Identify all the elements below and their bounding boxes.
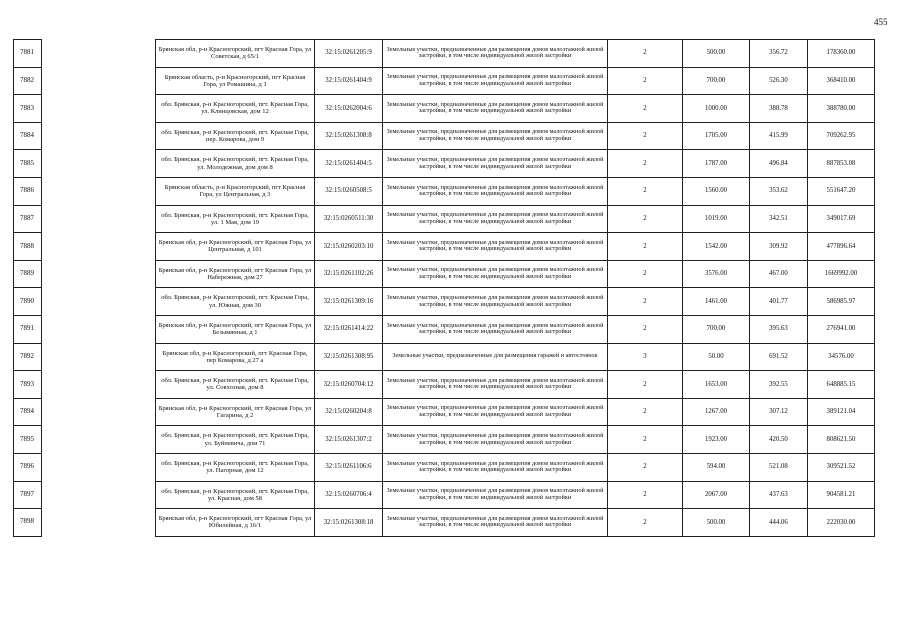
table-row: [14, 398, 875, 426]
cadastral-number-cell: 32:15:0260203:10: [315, 233, 383, 261]
rate-cell: 691.52: [750, 343, 808, 371]
address-cell: обл. Брянская, р-н Красногорский, пгт. Красная Гора, ул. Молодежная, дом дом 8: [156, 150, 315, 178]
group-cell: 2: [608, 288, 683, 316]
row-number: 7885: [14, 150, 42, 178]
area-cell: 700.00: [683, 67, 750, 95]
cadastral-value-cell: 648885.15: [808, 371, 875, 399]
area-cell: 3576.00: [683, 260, 750, 288]
cadastral-number-cell: 32:15:0261309:16: [315, 288, 383, 316]
area-cell: 1542.00: [683, 233, 750, 261]
cadastral-number-cell: 32:15:0261205:9: [315, 40, 383, 68]
group-cell: 2: [608, 177, 683, 205]
rate-cell: 415.99: [750, 122, 808, 150]
table-row: [14, 288, 875, 316]
table-row: [14, 481, 875, 509]
row-gap: [42, 95, 156, 123]
page-number: 455: [874, 17, 888, 27]
row-number: 7884: [14, 122, 42, 150]
area-cell: 594.00: [683, 453, 750, 481]
address-cell: Брянская область, р-н Красногорский, пгт Красная Гора, ул Центральная, д 3: [156, 177, 315, 205]
land-registry-table: [13, 39, 875, 537]
row-number: 7886: [14, 177, 42, 205]
cadastral-value-cell: 586985.97: [808, 288, 875, 316]
address-cell: обл. Брянская, р-н Красногорский, пгт. Красная Гора, ул. Буйневича, дом 71: [156, 426, 315, 454]
group-cell: 3: [608, 343, 683, 371]
land-use-cell: Земельные участки, предназначенные для размещения домов малоэтажной жилой застройки, в том числе индивидуальной жилой застройки: [383, 398, 608, 426]
group-cell: 2: [608, 481, 683, 509]
address-cell: обл. Брянская, р-н Красногорский, пгт. Красная Гора, ул. Клинцовская, дом 12: [156, 95, 315, 123]
area-cell: 1705.00: [683, 122, 750, 150]
table-row: [14, 40, 875, 68]
row-number: 7897: [14, 481, 42, 509]
row-gap: [42, 233, 156, 261]
table-row: [14, 315, 875, 343]
row-gap: [42, 288, 156, 316]
table-row: [14, 371, 875, 399]
rate-cell: 401.77: [750, 288, 808, 316]
row-number: 7896: [14, 453, 42, 481]
table-row: [14, 205, 875, 233]
row-gap: [42, 315, 156, 343]
address-cell: обл. Брянская, р-н Красногорский, пгт. Красная Гора, ул. Южная, дом 30: [156, 288, 315, 316]
rate-cell: 496.84: [750, 150, 808, 178]
cadastral-number-cell: 32:15:0261106:6: [315, 453, 383, 481]
rate-cell: 437.63: [750, 481, 808, 509]
row-gap: [42, 453, 156, 481]
address-cell: Брянская обл, р-н Красногорский, пгт Красная Гора, пер Комарова, д 27 а: [156, 343, 315, 371]
land-use-cell: Земельные участки, предназначенные для размещения домов малоэтажной жилой застройки, в том числе индивидуальной жилой застройки: [383, 260, 608, 288]
area-cell: 500.00: [683, 40, 750, 68]
cadastral-value-cell: 887853.08: [808, 150, 875, 178]
row-gap: [42, 509, 156, 537]
rate-cell: 342.51: [750, 205, 808, 233]
cadastral-number-cell: 32:15:0261308:95: [315, 343, 383, 371]
group-cell: 2: [608, 40, 683, 68]
row-number: 7882: [14, 67, 42, 95]
group-cell: 2: [608, 453, 683, 481]
rate-cell: 467.00: [750, 260, 808, 288]
row-gap: [42, 122, 156, 150]
row-number: 7889: [14, 260, 42, 288]
address-cell: обл. Брянская, р-н Красногорский, пгт. Красная Гора, пер. Комарова, дом 9: [156, 122, 315, 150]
rate-cell: 309.92: [750, 233, 808, 261]
land-use-cell: Земельные участки, предназначенные для размещения домов малоэтажной жилой застройки, в том числе индивидуальной жилой застройки: [383, 481, 608, 509]
address-cell: Брянская обл, р-н Красногорский, пгт Красная Гора, ул Набережная, дом 27: [156, 260, 315, 288]
cadastral-value-cell: 368410.00: [808, 67, 875, 95]
address-cell: обл. Брянская, р-н Красногорский, пгт. Красная Гора, ул. Нагорная, дом 12: [156, 453, 315, 481]
row-number: 7881: [14, 40, 42, 68]
cadastral-number-cell: 32:15:0260204:8: [315, 398, 383, 426]
cadastral-number-cell: 32:15:0262004:6: [315, 95, 383, 123]
group-cell: 2: [608, 150, 683, 178]
cadastral-value-cell: 309521.52: [808, 453, 875, 481]
land-use-cell: Земельные участки, предназначенные для размещения домов малоэтажной жилой застройки, в том числе индивидуальной жилой застройки: [383, 205, 608, 233]
cadastral-value-cell: 276941.00: [808, 315, 875, 343]
cadastral-value-cell: 477896.64: [808, 233, 875, 261]
row-gap: [42, 260, 156, 288]
land-use-cell: Земельные участки, предназначенные для размещения домов малоэтажной жилой застройки, в том числе индивидуальной жилой застройки: [383, 67, 608, 95]
row-gap: [42, 371, 156, 399]
rate-cell: 392.55: [750, 371, 808, 399]
area-cell: 1787.00: [683, 150, 750, 178]
address-cell: Брянская обл, р-н Красногорский, пгт Красная Гора, ул Советская, д 65/1: [156, 40, 315, 68]
row-number: 7883: [14, 95, 42, 123]
area-cell: 1560.00: [683, 177, 750, 205]
cadastral-number-cell: 32:15:0261307:2: [315, 426, 383, 454]
registry-body: [14, 40, 875, 537]
cadastral-number-cell: 32:15:0260508:5: [315, 177, 383, 205]
row-number: 7887: [14, 205, 42, 233]
cadastral-value-cell: 222030.00: [808, 509, 875, 537]
cadastral-number-cell: 32:15:0260706:4: [315, 481, 383, 509]
address-cell: обл. Брянская, р-н Красногорский, пгт. Красная Гора, ул. 1 Мая, дом 19: [156, 205, 315, 233]
group-cell: 2: [608, 398, 683, 426]
rate-cell: 444.06: [750, 509, 808, 537]
group-cell: 2: [608, 95, 683, 123]
land-use-cell: Земельные участки, предназначенные для размещения домов малоэтажной жилой застройки, в том числе индивидуальной жилой застройки: [383, 453, 608, 481]
row-gap: [42, 398, 156, 426]
row-gap: [42, 343, 156, 371]
table-row: [14, 150, 875, 178]
cadastral-value-cell: 808621.50: [808, 426, 875, 454]
address-cell: Брянская обл, р-н Красногорский, пгт Красная Гора, ул Безымянная, д 1: [156, 315, 315, 343]
group-cell: 2: [608, 509, 683, 537]
area-cell: 700.00: [683, 315, 750, 343]
table-row: [14, 343, 875, 371]
land-use-cell: Земельные участки, предназначенные для размещения гаражей и автостоянок: [383, 343, 608, 371]
rate-cell: 356.72: [750, 40, 808, 68]
group-cell: 2: [608, 371, 683, 399]
rate-cell: 388.78: [750, 95, 808, 123]
table-row: [14, 233, 875, 261]
land-use-cell: Земельные участки, предназначенные для размещения домов малоэтажной жилой застройки, в том числе индивидуальной жилой застройки: [383, 288, 608, 316]
land-use-cell: Земельные участки, предназначенные для размещения домов малоэтажной жилой застройки, в том числе индивидуальной жилой застройки: [383, 40, 608, 68]
cadastral-value-cell: 178360.00: [808, 40, 875, 68]
land-use-cell: Земельные участки, предназначенные для размещения домов малоэтажной жилой застройки, в том числе индивидуальной жилой застройки: [383, 371, 608, 399]
cadastral-number-cell: 32:15:0260511:30: [315, 205, 383, 233]
group-cell: 2: [608, 122, 683, 150]
table-row: [14, 509, 875, 537]
address-cell: обл. Брянская, р-н Красногорский, пгт. Красная Гора, ул. Красная, дом 58: [156, 481, 315, 509]
land-use-cell: Земельные участки, предназначенные для размещения домов малоэтажной жилой застройки, в том числе индивидуальной жилой застройки: [383, 233, 608, 261]
land-use-cell: Земельные участки, предназначенные для размещения домов малоэтажной жилой застройки, в том числе индивидуальной жилой застройки: [383, 122, 608, 150]
land-use-cell: Земельные участки, предназначенные для размещения домов малоэтажной жилой застройки, в том числе индивидуальной жилой застройки: [383, 150, 608, 178]
area-cell: 2067.00: [683, 481, 750, 509]
cadastral-value-cell: 349017.69: [808, 205, 875, 233]
row-number: 7888: [14, 233, 42, 261]
group-cell: 2: [608, 315, 683, 343]
cadastral-value-cell: 709262.95: [808, 122, 875, 150]
rate-cell: 353.62: [750, 177, 808, 205]
cadastral-number-cell: 32:15:0261404:5: [315, 150, 383, 178]
cadastral-number-cell: 32:15:0260704:12: [315, 371, 383, 399]
rate-cell: 521.08: [750, 453, 808, 481]
group-cell: 2: [608, 426, 683, 454]
row-gap: [42, 481, 156, 509]
table-row: [14, 95, 875, 123]
cadastral-number-cell: 32:15:0261404:9: [315, 67, 383, 95]
table-row: [14, 260, 875, 288]
area-cell: 1000.00: [683, 95, 750, 123]
area-cell: 1461.00: [683, 288, 750, 316]
cadastral-value-cell: 1669992.00: [808, 260, 875, 288]
cadastral-number-cell: 32:15:0261308:8: [315, 122, 383, 150]
group-cell: 2: [608, 205, 683, 233]
table-row: [14, 453, 875, 481]
land-use-cell: Земельные участки, предназначенные для размещения домов малоэтажной жилой застройки, в том числе индивидуальной жилой застройки: [383, 95, 608, 123]
area-cell: 50.00: [683, 343, 750, 371]
cadastral-number-cell: 32:15:0261414:22: [315, 315, 383, 343]
row-gap: [42, 40, 156, 68]
group-cell: 2: [608, 260, 683, 288]
row-number: 7894: [14, 398, 42, 426]
address-cell: обл. Брянская, р-н Красногорский, пгт. Красная Гора, ул. Совхозная, дом 8: [156, 371, 315, 399]
row-number: 7892: [14, 343, 42, 371]
row-gap: [42, 205, 156, 233]
row-gap: [42, 67, 156, 95]
area-cell: 1019.00: [683, 205, 750, 233]
row-number: 7891: [14, 315, 42, 343]
row-number: 7893: [14, 371, 42, 399]
table-row: [14, 426, 875, 454]
land-use-cell: Земельные участки, предназначенные для размещения домов малоэтажной жилой застройки, в том числе индивидуальной жилой застройки: [383, 426, 608, 454]
rate-cell: 395.63: [750, 315, 808, 343]
rate-cell: 526.30: [750, 67, 808, 95]
land-use-cell: Земельные участки, предназначенные для размещения домов малоэтажной жилой застройки, в том числе индивидуальной жилой застройки: [383, 509, 608, 537]
group-cell: 2: [608, 233, 683, 261]
cadastral-value-cell: 551647.20: [808, 177, 875, 205]
row-number: 7895: [14, 426, 42, 454]
row-number: 7898: [14, 509, 42, 537]
cadastral-value-cell: 34576.00: [808, 343, 875, 371]
rate-cell: 307.12: [750, 398, 808, 426]
table-row: [14, 122, 875, 150]
cadastral-number-cell: 32:15:0261308:18: [315, 509, 383, 537]
land-use-cell: Земельные участки, предназначенные для размещения домов малоэтажной жилой застройки, в том числе индивидуальной жилой застройки: [383, 177, 608, 205]
cadastral-value-cell: 904581.21: [808, 481, 875, 509]
table-row: [14, 67, 875, 95]
address-cell: Брянская обл, р-н Красногорский, пгт Красная Гора, ул Юбилейная, д 16/1: [156, 509, 315, 537]
row-number: 7890: [14, 288, 42, 316]
land-use-cell: Земельные участки, предназначенные для размещения домов малоэтажной жилой застройки, в том числе индивидуальной жилой застройки: [383, 315, 608, 343]
address-cell: Брянская обл, р-н Красногорский, пгт Красная Гора, ул Гагарина, д 2: [156, 398, 315, 426]
group-cell: 2: [608, 67, 683, 95]
cadastral-value-cell: 389121.04: [808, 398, 875, 426]
address-cell: Брянская обл, р-н Красногорский, пгт Красная Гора, ул Центральная, д 101: [156, 233, 315, 261]
area-cell: 1923.00: [683, 426, 750, 454]
rate-cell: 420.50: [750, 426, 808, 454]
row-gap: [42, 150, 156, 178]
area-cell: 1653.00: [683, 371, 750, 399]
table-row: [14, 177, 875, 205]
cadastral-value-cell: 388780.00: [808, 95, 875, 123]
area-cell: 500.00: [683, 509, 750, 537]
cadastral-number-cell: 32:15:0261102:26: [315, 260, 383, 288]
address-cell: Брянская область, р-н Красногорский, пгт Красная Гора, ул Ромашина, д 1: [156, 67, 315, 95]
row-gap: [42, 426, 156, 454]
row-gap: [42, 177, 156, 205]
area-cell: 1267.00: [683, 398, 750, 426]
